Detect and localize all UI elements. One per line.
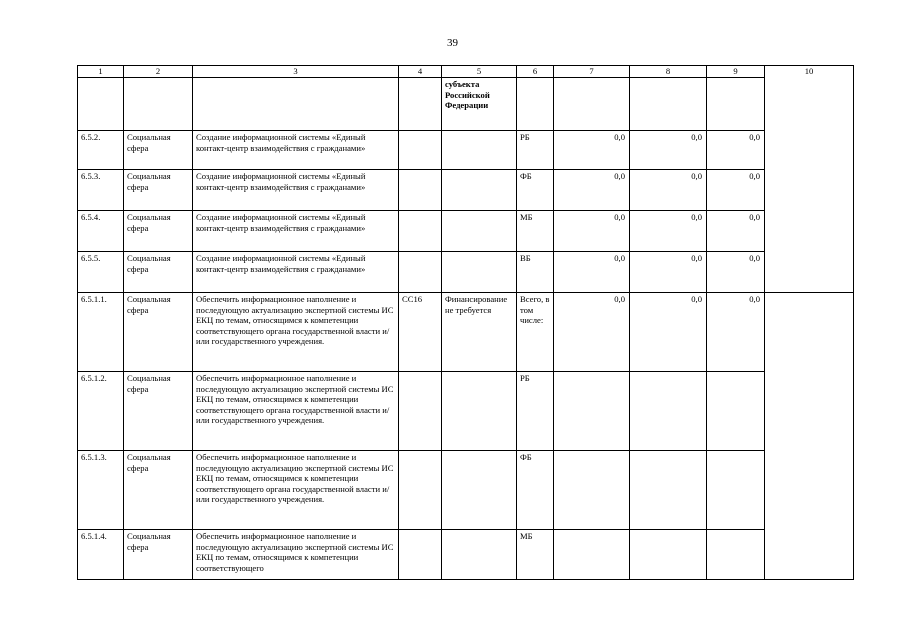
row-col9: 0,0 [707,293,765,372]
row-description: Создание информационной системы «Единый контакт-центр взаимодействия с гражданами» [193,211,399,252]
row-sphere: Социальная сфера [124,372,193,451]
row-description: Создание информационной системы «Единый контакт-центр взаимодействия с гражданами» [193,131,399,170]
row-sphere: Социальная сфера [124,252,193,293]
row-source: МБ [517,530,554,580]
row-col4 [399,211,442,252]
row-col5: Финансирование не требуется [442,293,517,372]
row-col8: 0,0 [630,211,707,252]
row-col7 [554,530,630,580]
row-source: РБ [517,372,554,451]
row-col5 [442,170,517,211]
row-source: ФБ [517,451,554,530]
row-col7: 0,0 [554,170,630,211]
subheader-row [78,78,854,131]
row-col7: 0,0 [554,252,630,293]
table-row [78,372,854,451]
col-header-10: 10 [765,66,854,293]
row-col7 [554,451,630,530]
row-col5 [442,131,517,170]
row-col9: 0,0 [707,252,765,293]
row-col4 [399,530,442,580]
row-sphere: Социальная сфера [124,530,193,580]
row-col4 [399,170,442,211]
row-col4: СС16 [399,293,442,372]
table-row [78,451,854,530]
row-col9 [707,372,765,451]
row-col4 [399,372,442,451]
row-col8: 0,0 [630,252,707,293]
col-header-3: 3 [193,66,399,78]
row-col5 [442,372,517,451]
row-source: Всего, в том числе: [517,293,554,372]
col-header-8: 8 [630,66,707,78]
row-source: РБ [517,131,554,170]
row-code: 6.5.4. [78,211,124,252]
row-col5 [442,451,517,530]
row-col10 [765,293,854,580]
col-header-6: 6 [517,66,554,78]
row-col7: 0,0 [554,211,630,252]
row-code: 6.5.1.4. [78,530,124,580]
page-number: 39 [447,37,458,49]
subheader-col5: субъекта Российской Федерации [442,78,517,131]
column-number-row [78,66,854,78]
row-description: Обеспечить информационное наполнение и последующую актуализацию экспертной системы ИС ЕКЦ по темам, относящимся к компетенции соответствующего [193,530,399,580]
table-row [78,131,854,170]
row-description: Обеспечить информационное наполнение и последующую актуализацию экспертной системы ИС ЕКЦ по темам, относящимся к компетенции соответствующего органа государственной власти и/или государственного учреждения. [193,293,399,372]
row-col8 [630,372,707,451]
row-source: ФБ [517,170,554,211]
row-source: МБ [517,211,554,252]
row-col4 [399,451,442,530]
row-description: Создание информационной системы «Единый контакт-центр взаимодействия с гражданами» [193,252,399,293]
row-source: ВБ [517,252,554,293]
row-code: 6.5.3. [78,170,124,211]
row-col9 [707,451,765,530]
table-row [78,293,854,372]
row-col9: 0,0 [707,131,765,170]
row-code: 6.5.1.1. [78,293,124,372]
row-code: 6.5.1.3. [78,451,124,530]
row-col9: 0,0 [707,170,765,211]
table-row [78,530,854,580]
row-sphere: Социальная сфера [124,170,193,211]
row-col5 [442,252,517,293]
row-sphere: Социальная сфера [124,131,193,170]
table-row [78,170,854,211]
row-description: Создание информационной системы «Единый контакт-центр взаимодействия с гражданами» [193,170,399,211]
row-description: Обеспечить информационное наполнение и последующую актуализацию экспертной системы ИС ЕКЦ по темам, относящимся к компетенции соответствующего органа государственной власти и/или государственного учреждения. [193,372,399,451]
budget-table [77,65,854,580]
row-col8 [630,530,707,580]
row-description: Обеспечить информационное наполнение и последующую актуализацию экспертной системы ИС ЕКЦ по темам, относящимся к компетенции соответствующего органа государственной власти и/или государственного учреждения. [193,451,399,530]
row-code: 6.5.2. [78,131,124,170]
row-col9 [707,530,765,580]
col-header-2: 2 [124,66,193,78]
row-col8: 0,0 [630,131,707,170]
row-col8 [630,451,707,530]
row-col9: 0,0 [707,211,765,252]
row-code: 6.5.1.2. [78,372,124,451]
row-col5 [442,211,517,252]
table-row [78,211,854,252]
row-col7: 0,0 [554,131,630,170]
row-col7 [554,372,630,451]
col-header-1: 1 [78,66,124,78]
col-header-5: 5 [442,66,517,78]
row-sphere: Социальная сфера [124,293,193,372]
row-code: 6.5.5. [78,252,124,293]
row-col5 [442,530,517,580]
col-header-9: 9 [707,66,765,78]
row-col8: 0,0 [630,170,707,211]
row-col8: 0,0 [630,293,707,372]
row-col7: 0,0 [554,293,630,372]
row-col4 [399,252,442,293]
row-col4 [399,131,442,170]
row-sphere: Социальная сфера [124,211,193,252]
col-header-4: 4 [399,66,442,78]
col-header-7: 7 [554,66,630,78]
row-sphere: Социальная сфера [124,451,193,530]
table-row [78,252,854,293]
